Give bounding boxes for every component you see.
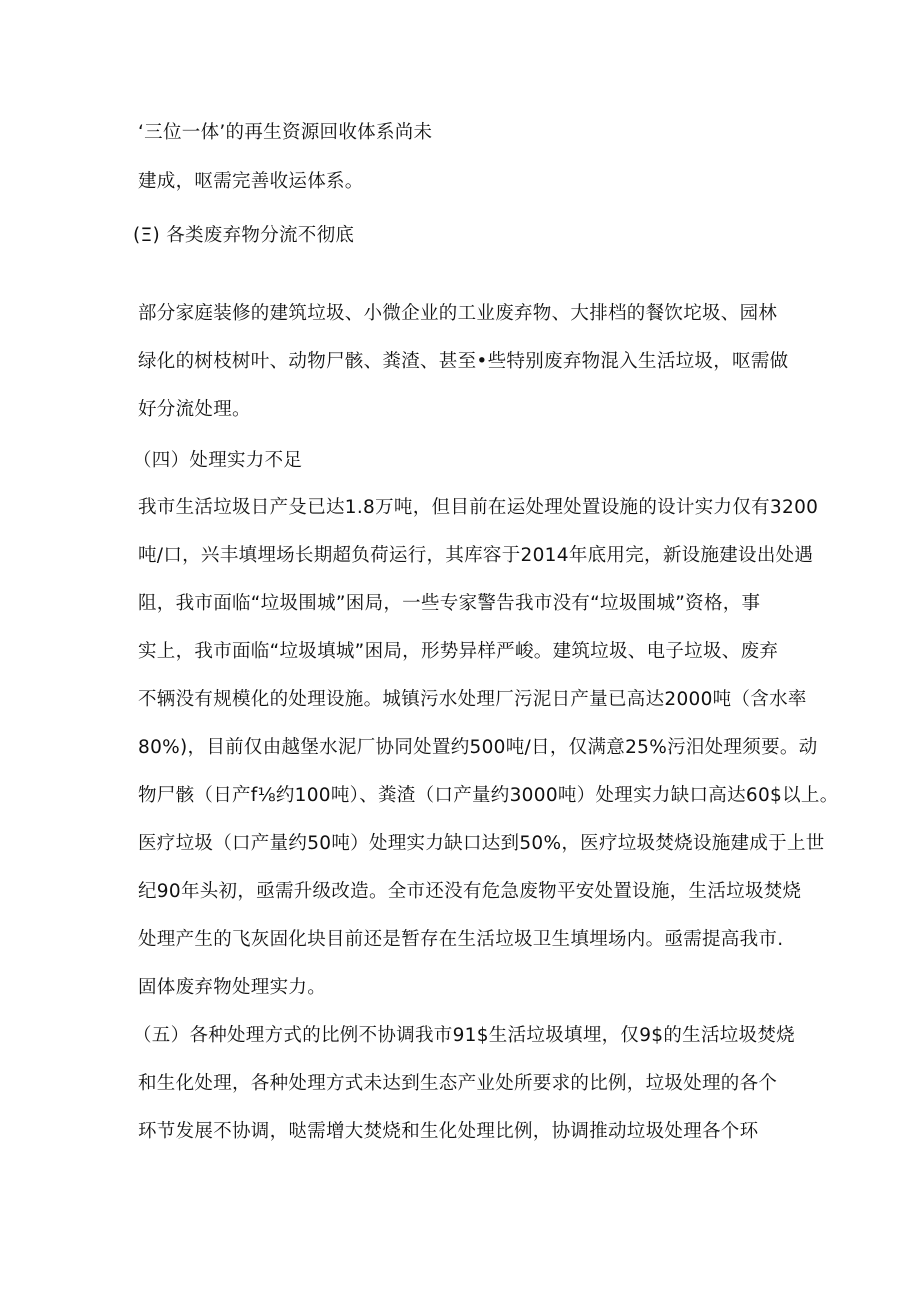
paragraph-line-13: 80%)，目前仅由越堡水泥厂协同处置约500吨/日，仅满意25%污汨处理须要。动 bbox=[138, 737, 818, 758]
paragraph-line-6: 好分流处理。 bbox=[138, 399, 251, 420]
paragraph-line-8: 我市生活垃圾日产殳已达1.8万吨，但目前在运处理处置设施的设计实力仅有3200 bbox=[138, 497, 819, 518]
paragraph-line-4: 部分家庭装修的建筑垃圾、小微企业的工业废弃物、大排档的餐饮坨圾、园林 bbox=[138, 303, 778, 324]
paragraph-line-14: 物尸骸（日产f⅛约100吨）、粪渣（口产量约3000吨）处理实力缺口高达60$以上。 bbox=[138, 785, 839, 806]
paragraph-line-21: 环节发展不协调，哒需增大焚烧和生化处理比例，协调推动垃圾处理各个环 bbox=[138, 1121, 759, 1142]
paragraph-line-12: 不辆没有规模化的处理设施。城镇污水处理厂污泥日产量已高达2000吨（含水率 bbox=[138, 689, 807, 710]
paragraph-line-10: 阻，我市面临“垃圾围城”困局，一些专家警告我市没有“垃圾围城”资格，事 bbox=[138, 593, 761, 614]
paragraph-line-15: 医疗垃圾（口产量约50吨）处理实力缺口达到50%，医疗垃圾焚烧设施建成于上世 bbox=[138, 833, 825, 854]
paragraph-line-18: 固体废弃物处理实力。 bbox=[138, 977, 327, 998]
section-heading-4: （四）处理实力不足 bbox=[133, 450, 303, 471]
paragraph-line-2: 建成，呕需完善收运体系。 bbox=[138, 171, 364, 192]
section-heading-3: (Ξ) 各类废弃物分流不彻底 bbox=[133, 225, 355, 246]
paragraph-line-17: 处理产生的飞灰固化块目前还是暂存在生活垃圾卫生填埋场内。亟需提高我市. bbox=[138, 929, 784, 950]
paragraph-line-11: 实上，我市面临“垃圾填城”困局，形势异样严峻。建筑垃圾、电子垃圾、废弃 bbox=[138, 641, 779, 662]
paragraph-line-20: 和生化处理，各种处理方式未达到生态产业处所要求的比例，垃圾处理的各个 bbox=[138, 1073, 778, 1094]
paragraph-line-1: ‘三位一体’的再生资源回收体系尚未 bbox=[138, 122, 433, 143]
paragraph-line-5: 绿化的树枝树叶、动物尸骸、粪渣、甚至•些特别废弃物混入生活垃圾，呕需做 bbox=[138, 351, 789, 372]
paragraph-line-9: 吨/口，兴丰填埋场长期超负荷运行，其库容于2014年底用完，新设施建设出处遇 bbox=[138, 545, 814, 566]
paragraph-line-16: 纪90年头初，亟需升级改造。全市还没有危急废物平安处置设施，生活垃圾焚烧 bbox=[138, 881, 802, 902]
section-heading-5: （五）各种处理方式的比例不协调我市91$生活垃圾填埋，仅9$的生活垃圾焚烧 bbox=[133, 1025, 795, 1046]
